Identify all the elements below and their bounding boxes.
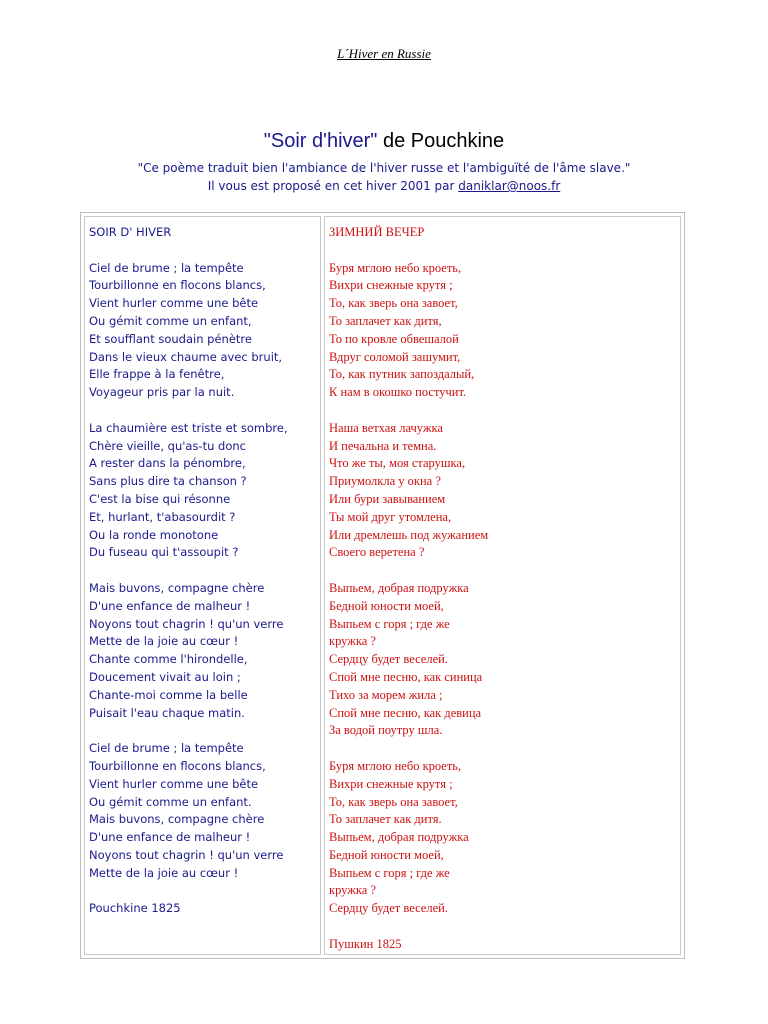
french-poem-line: Sans plus dire ta chanson ? <box>89 474 247 489</box>
subtitle-quote: "Ce poème traduit bien l'ambiance de l'hiver russe et l'ambiguïté de l'âme slave." <box>137 161 631 175</box>
page-header-title: L´Hiver en Russie <box>337 46 431 61</box>
email-link[interactable]: daniklar@noos.fr <box>458 179 561 193</box>
poem-line-spacer <box>329 242 680 260</box>
russian-poem-line: То заплачет как дитя. <box>329 812 442 827</box>
french-poem-line: Tourbillonne en flocons blancs, <box>89 758 266 773</box>
french-poem-line: Noyons tout chagrin ! qu'un verre <box>89 616 284 631</box>
russian-poem-line: Выпьем, добрая подружка <box>329 580 469 595</box>
russian-poem-line: кружка ? <box>329 634 376 649</box>
french-poem-line: Chère vieille, qu'as-tu donc <box>89 438 246 453</box>
french-poem-line: Ou gémit comme un enfant. <box>89 794 252 809</box>
russian-poem-line <box>329 562 680 580</box>
poem-line-spacer <box>89 242 320 260</box>
russian-poem-line: Или бури завыванием <box>329 491 446 506</box>
title-rest: de Pouchkine <box>377 130 505 152</box>
french-poem-line <box>89 882 320 900</box>
russian-poem-line: Выпьем с горя ; где же <box>329 616 450 631</box>
french-poem-line: Ciel de brume ; la tempête <box>89 260 244 275</box>
russian-poem-line: Выпьем с горя ; где же <box>329 865 450 880</box>
russian-poem-line: То, как зверь она завоет, <box>329 794 458 809</box>
french-poem-line: Elle frappe à la fenêtre, <box>89 367 225 382</box>
russian-poem-line: Бедной юности моей, <box>329 847 444 862</box>
french-poem-line: Pouchkine 1825 <box>89 901 181 916</box>
russian-poem-line: За водой поутру шла. <box>329 723 443 738</box>
russian-poem-line <box>329 740 680 758</box>
russian-poem-line: То, как зверь она завоет, <box>329 296 458 311</box>
french-poem-line: Du fuseau qui t'assoupit ? <box>89 545 239 560</box>
russian-poem-line: Сердцу будет веселей. <box>329 652 448 667</box>
russian-poem-line: Своего веретена ? <box>329 545 425 560</box>
russian-poem-line: То по кровле обвешалой <box>329 331 459 346</box>
french-poem-line: Doucement vivait au loin ; <box>89 669 241 684</box>
french-poem-line: Ciel de brume ; la tempête <box>89 741 244 756</box>
russian-poem-line: Бедной юности моей, <box>329 598 444 613</box>
french-poem-line <box>89 722 320 740</box>
poem-table <box>80 212 685 959</box>
subtitle-credit-prefix: Il vous est proposé en cet hiver 2001 par <box>207 179 459 193</box>
french-poem-line: A rester dans la pénombre, <box>89 456 246 471</box>
french-poem-line: Voyageur pris par la nuit. <box>89 385 235 400</box>
french-poem-line <box>89 562 320 580</box>
french-poem-line: Ou la ronde monotone <box>89 527 219 542</box>
russian-poem-lines <box>329 260 680 954</box>
russian-poem-cell <box>324 216 681 955</box>
french-poem-line: Mette de la joie au cœur ! <box>89 634 239 649</box>
russian-poem-line: Тихо за морем жила ; <box>329 687 443 702</box>
subtitle-credit <box>0 179 768 193</box>
french-poem-lines <box>89 260 320 918</box>
russian-poem-line <box>329 918 680 936</box>
french-poem-line: Mette de la joie au cœur ! <box>89 865 239 880</box>
french-poem-line: Vient hurler comme une bête <box>89 296 259 311</box>
french-poem-title: SOIR D' HIVER <box>89 225 172 239</box>
russian-poem-line: Вдруг соломой зашумит, <box>329 349 461 364</box>
russian-poem-line: То заплачет как дитя, <box>329 313 442 328</box>
russian-poem-line: Что же ты, моя старушка, <box>329 456 466 471</box>
russian-poem-line: Пушкин 1825 <box>329 936 402 951</box>
russian-poem-line: И печальна и темна. <box>329 438 437 453</box>
russian-poem-line: Ты мой друг утомлена, <box>329 509 452 524</box>
russian-poem-line: Буря мглою небо кроеть, <box>329 758 462 773</box>
french-poem-line: Mais buvons, compagne chère <box>89 812 265 827</box>
page-title <box>0 130 768 153</box>
russian-poem-line: Спой мне песню, как синица <box>329 669 483 684</box>
russian-poem-line: То, как путник запоздалый, <box>329 367 475 382</box>
french-poem-line: Chante comme l'hirondelle, <box>89 652 248 667</box>
russian-poem-line <box>329 402 680 420</box>
title-quoted: "Soir d'hiver" <box>263 130 378 152</box>
french-poem-line <box>89 402 320 420</box>
french-poem-line: La chaumière est triste et sombre, <box>89 420 288 435</box>
french-poem-line: Et, hurlant, t'abasourdit ? <box>89 509 236 524</box>
russian-poem-line: Буря мглою небо кроеть, <box>329 260 462 275</box>
french-poem-line: D'une enfance de malheur ! <box>89 830 251 845</box>
russian-poem-line: Спой мне песню, как девица <box>329 705 482 720</box>
russian-poem-line: Или дремлешь под жужанием <box>329 527 489 542</box>
russian-poem-line: Наша ветхая лачужка <box>329 420 443 435</box>
french-poem-line: Puisait l'eau chaque matin. <box>89 705 245 720</box>
russian-poem-line: Вихри снежные крутя ; <box>329 278 453 293</box>
french-poem-line: Noyons tout chagrin ! qu'un verre <box>89 847 284 862</box>
french-poem-line: Vient hurler comme une bête <box>89 776 259 791</box>
french-poem-line: Ou gémit comme un enfant, <box>89 313 252 328</box>
russian-poem-line: кружка ? <box>329 883 376 898</box>
french-poem-line: C'est la bise qui résonne <box>89 491 231 506</box>
russian-poem-line: Выпьем, добрая подружка <box>329 830 469 845</box>
french-poem-line: Dans le vieux chaume avec bruit, <box>89 349 283 364</box>
french-poem-line: Mais buvons, compagne chère <box>89 580 265 595</box>
french-poem-line: Tourbillonne en flocons blancs, <box>89 278 266 293</box>
french-poem-line: D'une enfance de malheur ! <box>89 598 251 613</box>
russian-poem-title: ЗИМНИЙ ВЕЧЕР <box>329 225 425 239</box>
french-poem-line: Chante-moi comme la belle <box>89 687 248 702</box>
russian-poem-line: Сердцу будет веселей. <box>329 901 448 916</box>
russian-poem-line: Вихри снежные крутя ; <box>329 776 453 791</box>
russian-poem-line: К нам в окошко постучит. <box>329 385 467 400</box>
french-poem-cell <box>84 216 321 955</box>
french-poem-line: Et soufflant soudain pénètre <box>89 331 252 346</box>
russian-poem-line: Приумолкла у окна ? <box>329 474 441 489</box>
